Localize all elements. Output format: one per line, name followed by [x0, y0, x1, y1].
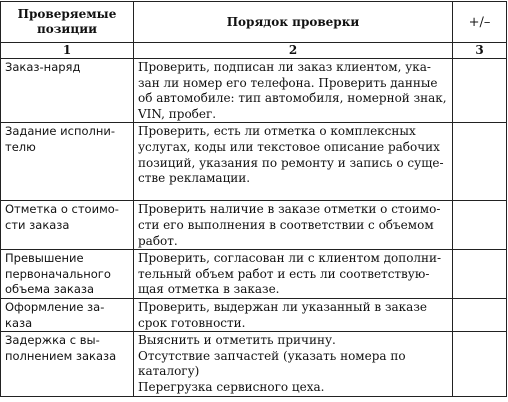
procedure-text: щая отметка в заказе.	[138, 282, 280, 297]
procedure-text: каталогу)	[138, 364, 200, 379]
inspection-table	[0, 1, 507, 397]
checked-position-cell	[1, 250, 134, 299]
position-text: полнением заказа	[5, 348, 117, 363]
position-text: Оформление за-	[5, 299, 105, 314]
check-procedure-cell	[134, 332, 453, 396]
procedure-text: услугах, коды или текстовое описание рабочих	[138, 139, 440, 154]
check-procedure-cell	[134, 123, 453, 201]
header-col1-line: Проверяемые	[17, 7, 117, 21]
header-checked-positions	[1, 2, 134, 43]
procedure-text: Проверить, выдержан ли указанный в заказе	[138, 299, 427, 314]
mark-cell[interactable]	[453, 332, 507, 396]
position-text: сти заказа	[5, 217, 70, 232]
position-text: объема заказа	[5, 282, 95, 297]
check-procedure-cell	[134, 298, 453, 331]
procedure-text: Проверить наличие в заказе отметки о стоимо-	[138, 202, 441, 217]
position-text: Задержка с вы-	[5, 333, 100, 348]
procedure-text: сти его выполнения в соответствии с объемом	[138, 217, 434, 232]
checked-position-cell	[1, 298, 134, 331]
mark-cell[interactable]	[453, 201, 507, 250]
mark-cell[interactable]	[453, 59, 507, 123]
position-text: Задание исполни-	[5, 124, 115, 139]
position-text: Отметка о стоимо-	[5, 202, 119, 217]
procedure-text: VIN, пробег.	[138, 106, 217, 121]
procedure-text: Отсутствие запчастей (указать номера по	[138, 348, 406, 363]
mark-cell[interactable]	[453, 123, 507, 201]
procedure-text: Перегрузка сервисного цеха.	[138, 379, 325, 394]
table-row	[1, 298, 507, 331]
procedure-text: срок готовности.	[138, 315, 246, 330]
checked-position-cell	[1, 201, 134, 250]
table-row	[1, 332, 507, 396]
column-number: 2	[134, 43, 453, 59]
table-row	[1, 123, 507, 201]
check-procedure-cell	[134, 201, 453, 250]
column-number-row	[1, 43, 507, 59]
procedure-text: зан ли номер его телефона. Проверить данные	[138, 75, 438, 90]
procedure-text: Проверить, согласован ли с клиентом дополни-	[138, 251, 442, 266]
position-text: Превышение	[5, 251, 84, 266]
procedure-text: об автомобиле: тип автомобиля, номерной знак,	[138, 91, 447, 106]
header-check-procedure: Порядок проверки	[134, 2, 453, 43]
checked-position-cell	[1, 59, 134, 123]
procedure-text: Проверить, подписан ли заказ клиентом, ука-	[138, 60, 431, 74]
check-procedure-cell	[134, 250, 453, 299]
column-number: 3	[453, 43, 507, 59]
checked-position-cell	[1, 123, 134, 201]
column-number: 1	[1, 43, 134, 59]
position-text: первоначального	[5, 266, 111, 281]
header-col1-line: позиции	[36, 22, 97, 36]
position-text: каза	[5, 315, 33, 330]
procedure-text: Проверить, есть ли отметка о комплексных	[138, 124, 416, 139]
procedure-text: стве рекламации.	[138, 171, 251, 186]
procedure-text: работ.	[138, 233, 178, 248]
procedure-text: позиций, указания по ремонту и запись о суще-	[138, 155, 444, 170]
table-row	[1, 201, 507, 250]
procedure-text: тельный объем работ и есть ли соответствую-	[138, 266, 430, 281]
check-procedure-cell	[134, 59, 453, 123]
mark-cell[interactable]	[453, 298, 507, 331]
table-header-row	[1, 2, 507, 43]
header-plus-minus: +/–	[453, 2, 507, 43]
position-text: телю	[5, 139, 36, 154]
table-row	[1, 59, 507, 123]
mark-cell[interactable]	[453, 250, 507, 299]
procedure-text: Выяснить и отметить причину.	[138, 333, 336, 348]
table-row	[1, 250, 507, 299]
position-text: Заказ-наряд	[5, 60, 81, 74]
checked-position-cell	[1, 332, 134, 396]
